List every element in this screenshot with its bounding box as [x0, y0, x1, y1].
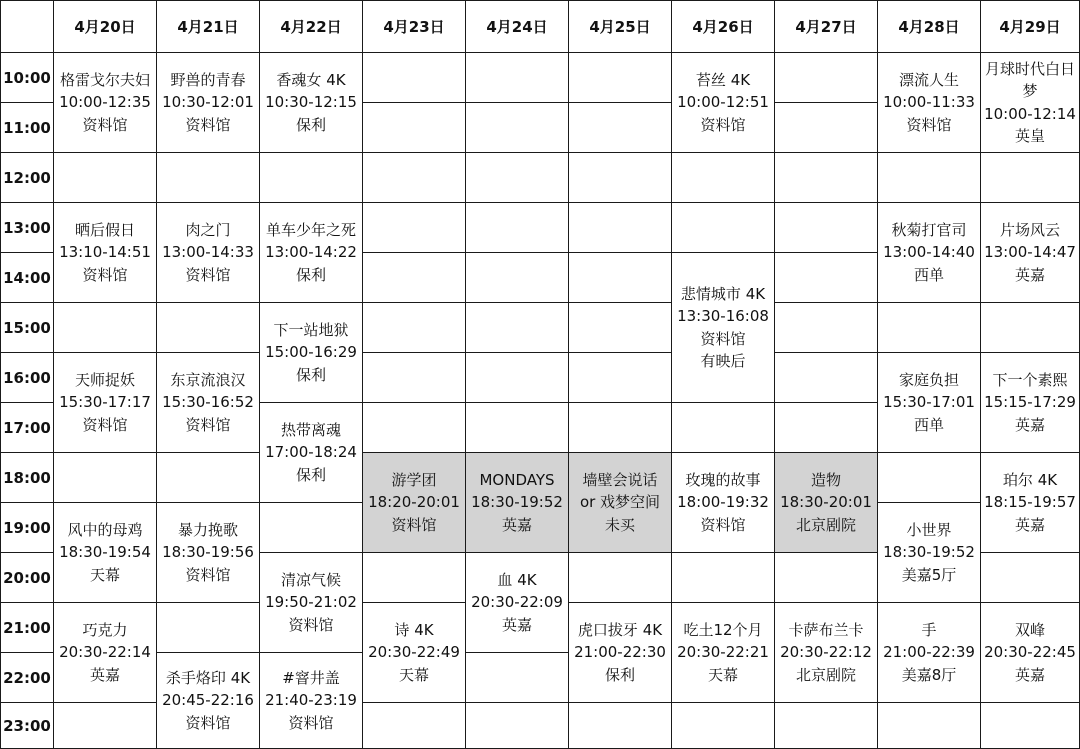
- event-venue: 保利: [295, 265, 326, 284]
- event-venue: 天幕: [398, 665, 429, 684]
- event-venue: 资料馆: [185, 265, 231, 284]
- event-time: 18:30-20:01: [780, 493, 872, 512]
- time-label: 22:00: [3, 668, 51, 687]
- event-title: 暴力挽歌: [177, 520, 238, 539]
- day-header: 4月21日: [177, 18, 239, 36]
- event-title: 血 4K: [497, 570, 537, 589]
- event-time: 15:00-16:29: [265, 343, 357, 362]
- event-cell: [363, 453, 465, 552]
- event-venue: 保利: [295, 365, 326, 384]
- event-cell: [157, 503, 259, 602]
- event-title: 家庭负担: [898, 370, 959, 389]
- event-venue: 资料馆: [185, 115, 231, 134]
- event-title: 肉之门: [185, 220, 231, 239]
- day-header: 4月26日: [692, 18, 754, 36]
- event-cell: [878, 603, 980, 702]
- day-header: 4月20日: [74, 18, 136, 36]
- event-time: 13:00-14:47: [984, 243, 1076, 262]
- event-title: 双峰: [1014, 620, 1045, 639]
- event-title: 片场风云: [999, 220, 1060, 239]
- event-title: 卡萨布兰卡: [788, 620, 864, 639]
- event-cell: [569, 603, 671, 702]
- event-title: 诗 4K: [394, 620, 434, 639]
- event-venue: 北京剧院: [795, 515, 856, 534]
- event-venue: 美嘉5厅: [901, 565, 957, 584]
- event-cell: [157, 53, 259, 152]
- event-time: 20:30-22:09: [471, 593, 563, 612]
- event-cell: [260, 303, 362, 402]
- event-time: 18:30-19:52: [471, 493, 563, 512]
- event-title: 热带离魂: [280, 420, 341, 439]
- event-cell: [878, 353, 980, 452]
- event-title: 晒后假日: [74, 220, 135, 239]
- event-cell: [981, 53, 1079, 152]
- event-venue: 英嘉: [89, 665, 120, 684]
- event-cell: [981, 203, 1079, 302]
- event-time: or 戏梦空间: [579, 493, 661, 512]
- event-venue: 资料馆: [700, 515, 746, 534]
- event-title: 漂流人生: [898, 70, 959, 89]
- time-label: 15:00: [3, 318, 51, 337]
- event-time: 17:00-18:24: [265, 443, 357, 462]
- event-cell: [157, 653, 259, 748]
- event-time: 10:00-12:35: [59, 93, 151, 112]
- event-time: 18:00-19:32: [677, 493, 769, 512]
- day-header: 4月24日: [486, 18, 548, 36]
- event-venue: 英嘉: [1014, 665, 1045, 684]
- event-time: 13:00-14:40: [883, 243, 975, 262]
- event-title: 悲情城市 4K: [680, 284, 766, 303]
- event-title: 苔丝 4K: [695, 70, 751, 89]
- event-cell: [981, 353, 1079, 452]
- event-cell: [260, 53, 362, 152]
- event-venue: 资料馆: [82, 115, 128, 134]
- event-cell: [672, 603, 774, 702]
- day-header: 4月25日: [589, 18, 651, 36]
- event-venue: 英嘉: [1014, 265, 1045, 284]
- time-label: 13:00: [3, 218, 51, 237]
- event-cell: [466, 553, 568, 652]
- event-title: MONDAYS: [479, 470, 555, 489]
- event-venue: 英嘉: [1014, 515, 1045, 534]
- event-venue: 保利: [295, 115, 326, 134]
- event-title: 吃土12个月: [683, 620, 763, 639]
- event-cell: [775, 603, 877, 702]
- event-title: 造物: [810, 470, 841, 489]
- event-cell: [157, 353, 259, 452]
- event-cell: [157, 203, 259, 302]
- event-venue: 资料馆: [700, 329, 746, 348]
- event-title: 风中的母鸡: [67, 520, 143, 539]
- event-venue: 英嘉: [1014, 415, 1045, 434]
- time-label: 16:00: [3, 368, 51, 387]
- grid-row-line: [0, 152, 1080, 153]
- event-cell: [260, 653, 362, 748]
- event-cell: [569, 453, 671, 552]
- day-header: 4月29日: [999, 18, 1061, 36]
- time-label: 23:00: [3, 716, 51, 735]
- event-time: 15:30-17:17: [59, 393, 151, 412]
- event-venue: 资料馆: [185, 565, 231, 584]
- event-time: 15:30-17:01: [883, 393, 975, 412]
- event-venue: 未买: [604, 515, 635, 534]
- event-time: 15:30-16:52: [162, 393, 254, 412]
- event-venue: 资料馆: [391, 515, 437, 534]
- event-title: 下一个素熙: [992, 370, 1068, 389]
- event-venue: 资料馆: [185, 415, 231, 434]
- event-venue: 资料馆: [700, 115, 746, 134]
- day-header: 4月27日: [795, 18, 857, 36]
- event-venue: 保利: [295, 465, 326, 484]
- event-time: 10:30-12:01: [162, 93, 254, 112]
- event-cell: [672, 53, 774, 152]
- event-title: 手: [921, 620, 937, 639]
- event-title: 月球时代白日梦: [984, 59, 1075, 100]
- event-time: 10:00-11:33: [883, 93, 975, 112]
- event-cell: [54, 603, 156, 702]
- event-title: 墙壁会说话: [582, 470, 658, 489]
- event-time: 20:45-22:16: [162, 691, 254, 710]
- event-title: 秋菊打官司: [891, 220, 967, 239]
- event-venue: 资料馆: [185, 713, 231, 732]
- event-time: 18:30-19:52: [883, 543, 975, 562]
- event-cell: [363, 603, 465, 702]
- event-venue: 天幕: [89, 565, 120, 584]
- event-cell: [878, 503, 980, 602]
- event-title: 天师捉妖: [74, 370, 135, 389]
- event-time: 15:15-17:29: [984, 393, 1076, 412]
- time-label: 11:00: [3, 118, 51, 137]
- event-time: 10:00-12:51: [677, 93, 769, 112]
- event-cell: [260, 203, 362, 302]
- event-venue: 英嘉: [501, 615, 532, 634]
- event-cell: [466, 453, 568, 552]
- event-title: 格雷戈尔夫妇: [59, 70, 150, 89]
- event-time: 10:30-12:15: [265, 93, 357, 112]
- event-cell: [878, 203, 980, 302]
- event-cell: [54, 203, 156, 302]
- event-title: 下一站地狱: [273, 320, 349, 339]
- event-time: 21:00-22:39: [883, 643, 975, 662]
- event-time: 10:00-12:14: [984, 104, 1076, 123]
- event-cell: [775, 453, 877, 552]
- event-title: 游学团: [391, 470, 437, 489]
- time-label: 21:00: [3, 618, 51, 637]
- event-title: 东京流浪汉: [170, 370, 246, 389]
- event-title: 清凉气候: [280, 570, 341, 589]
- event-cell: [260, 553, 362, 652]
- time-label: 14:00: [3, 268, 51, 287]
- event-time: 18:30-19:54: [59, 543, 151, 562]
- event-cell: [260, 403, 362, 502]
- time-label: 12:00: [3, 168, 51, 187]
- event-cell: [672, 253, 774, 402]
- time-label: 10:00: [3, 68, 51, 87]
- day-header: 4月23日: [383, 18, 445, 36]
- event-venue: 资料馆: [906, 115, 952, 134]
- event-title: 巧克力: [82, 620, 128, 639]
- event-title: 野兽的青春: [170, 70, 246, 89]
- time-label: 17:00: [3, 418, 51, 437]
- event-time: 13:00-14:22: [265, 243, 357, 262]
- event-venue: 西单: [913, 265, 944, 284]
- event-time: 13:30-16:08: [677, 307, 769, 325]
- event-venue: 美嘉8厅: [901, 665, 957, 684]
- event-time: 18:20-20:01: [368, 493, 460, 512]
- event-venue: 北京剧院: [795, 665, 856, 684]
- event-venue: 资料馆: [82, 265, 128, 284]
- event-cell: [981, 453, 1079, 552]
- event-cell: [672, 453, 774, 552]
- time-label: 19:00: [3, 518, 51, 537]
- time-label: 20:00: [3, 568, 51, 587]
- event-venue: 资料馆: [288, 713, 334, 732]
- grid-row-line: [0, 302, 1080, 303]
- event-title: 玫瑰的故事: [685, 470, 761, 489]
- event-venue: 天幕: [707, 665, 738, 684]
- event-cell: [54, 53, 156, 152]
- event-title: 小世界: [906, 520, 952, 539]
- event-venue: 资料馆: [288, 615, 334, 634]
- event-cell: [981, 603, 1079, 702]
- event-venue: 资料馆: [82, 415, 128, 434]
- event-title: 杀手烙印 4K: [165, 668, 251, 687]
- event-time: 20:30-22:12: [780, 643, 872, 662]
- day-header: 4月28日: [898, 18, 960, 36]
- event-cell: [878, 53, 980, 152]
- event-time: 20:30-22:14: [59, 643, 151, 662]
- event-title: 单车少年之死: [265, 220, 356, 239]
- time-label: 18:00: [3, 468, 51, 487]
- event-note: 有映后: [700, 352, 746, 370]
- event-title: 虎口拔牙 4K: [577, 620, 663, 639]
- event-venue: 西单: [913, 415, 944, 434]
- event-time: 21:00-22:30: [574, 643, 666, 662]
- event-time: 18:30-19:56: [162, 543, 254, 562]
- event-time: 13:10-14:51: [59, 243, 151, 262]
- event-time: 20:30-22:49: [368, 643, 460, 662]
- event-time: 20:30-22:45: [984, 643, 1076, 662]
- event-venue: 保利: [604, 665, 635, 684]
- event-time: 20:30-22:21: [677, 643, 769, 662]
- event-time: 21:40-23:19: [265, 691, 357, 710]
- event-title: 香魂女 4K: [276, 70, 346, 89]
- event-time: 13:00-14:33: [162, 243, 254, 262]
- event-venue: 英嘉: [501, 515, 532, 534]
- event-cell: [54, 503, 156, 602]
- event-time: 18:15-19:57: [984, 493, 1076, 512]
- event-title: #窨井盖: [282, 668, 340, 687]
- event-venue: 英皇: [1014, 127, 1045, 145]
- event-title: 珀尔 4K: [1002, 470, 1058, 489]
- day-header: 4月22日: [280, 18, 342, 36]
- event-time: 19:50-21:02: [265, 593, 357, 612]
- event-cell: [54, 353, 156, 452]
